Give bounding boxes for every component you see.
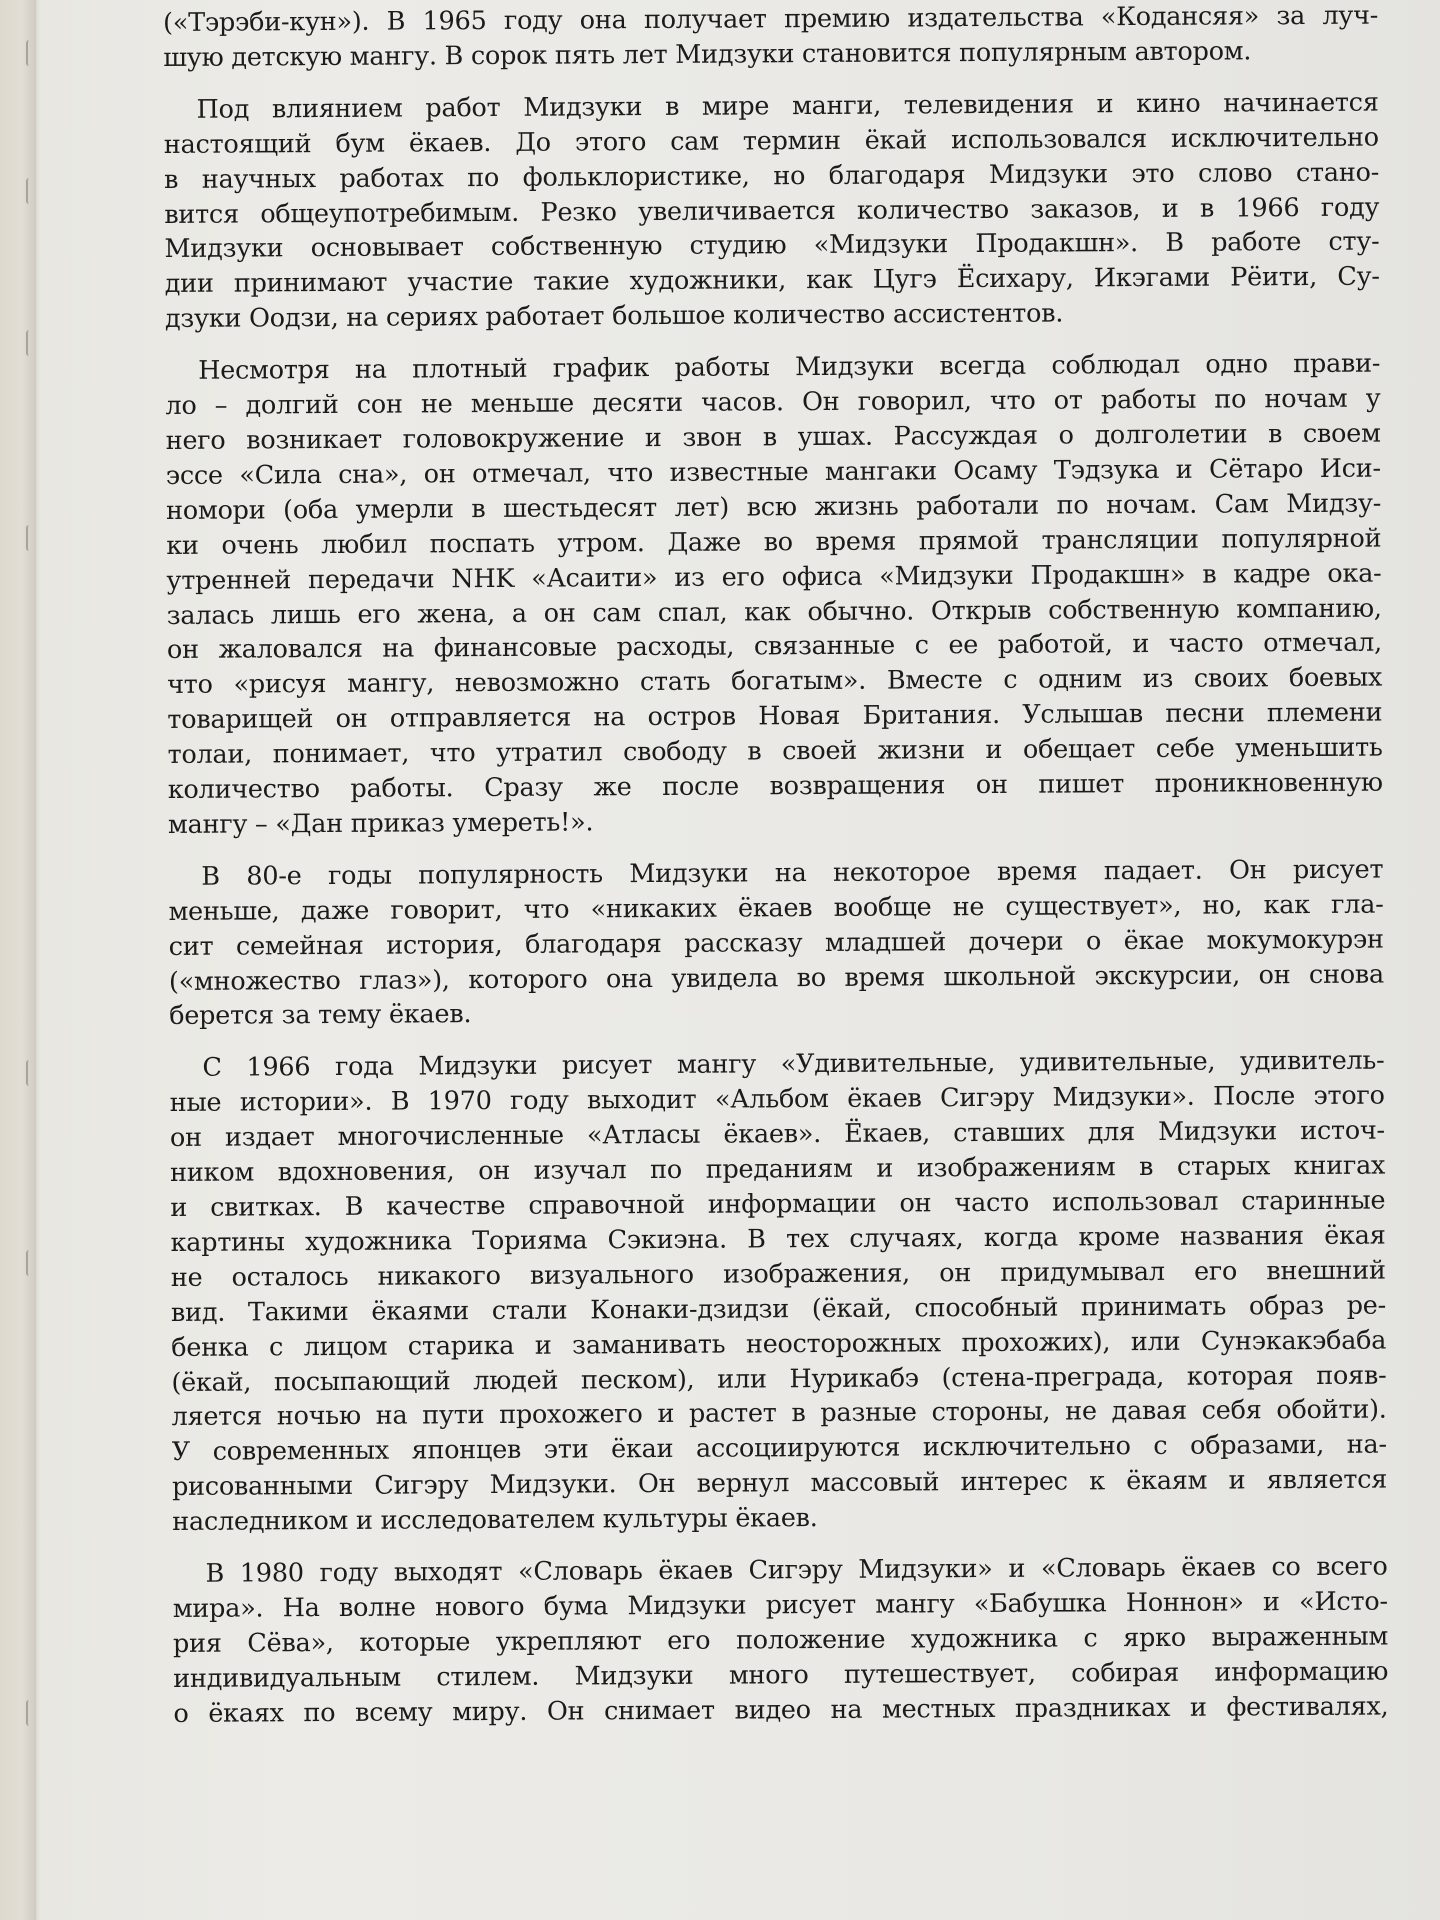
text-line: в научных работах по фольклористике, но благодаря Мидзуки это слово стано-: [163, 157, 1380, 195]
text-line: толаи, понимает, что утратил свободу в своей жизни и обещает себе уменьшить: [167, 732, 1383, 771]
text-line: вид. Такими ёкаями стали Конаки-дзидзи (ёкай, способный принимать образ ре-: [170, 1290, 1387, 1328]
text-line: рисованными Сигэру Мидзуки. Он вернул массовый интерес к ёкаям и является: [171, 1464, 1388, 1503]
text-line: он издает многочисленные «Атласы ёкаев». Ёкаев, ставших для Мидзуки источ-: [169, 1115, 1385, 1154]
text-line: не осталось никакого визуального изображения, он придумывал его внешний: [170, 1255, 1386, 1293]
text-line: мира». На волне нового бума Мидзуки рисует мангу «Бабушка Ноннон» и «Исто-: [172, 1586, 1388, 1624]
text-line: количество работы. Сразу же после возвращения он пишет проникновенную: [167, 767, 1383, 806]
text-line: номори (оба умерли в шестьдесят лет) всю жизнь работали по ночам. Сам Мидзу-: [165, 488, 1382, 526]
binding-staple-mark: [26, 178, 32, 204]
page-binding-edge: [0, 0, 36, 1920]
book-page-text: [163, 0, 1389, 1749]
binding-staple-mark: [26, 1700, 32, 1726]
paragraph: [164, 85, 1380, 337]
paragraph: [169, 1044, 1387, 1540]
text-line: наследником и исследователем культуры ёкаев.: [172, 1503, 818, 1538]
paragraph: [168, 852, 1384, 1034]
text-line: шую детскую мангу. В сорок пять лет Мидзуки становится популярным автором.: [163, 36, 1252, 73]
text-line: сит семейная история, благодаря рассказу младшей дочери о ёкае мокумокурэн: [168, 924, 1384, 962]
text-line: и свитках. В качестве справочной информации он часто использовал старинные: [170, 1185, 1386, 1223]
text-line: С 1966 года Мидзуки рисует мангу «Удивительные, удивительные, удивитель-: [202, 1045, 1385, 1084]
text-line: Мидзуки основывает собственную студию «Мидзуки Продакшн». В работе сту-: [164, 227, 1380, 265]
text-line: («множество глаз»), которого она увидела во время школьной экскурсии, он снова: [168, 959, 1385, 997]
text-line: вится общеупотребимым. Резко увеличивается количество заказов, и в 1966 году: [164, 192, 1380, 230]
text-line: ником вдохновения, он изучал по преданиям и изображениям в старых книгах: [170, 1150, 1386, 1189]
text-line: настоящий бум ёкаев. До этого сам термин ёкай использовался исключительно: [163, 122, 1379, 160]
text-line: он жаловался на финансовые расходы, связанные с ее работой, и часто отмечал,: [166, 627, 1383, 666]
text-line: ляется ночью на пути прохожего и растет в разные стороны, не давая себя обойти).: [171, 1394, 1387, 1433]
text-line: о ёкаях по всему миру. Он снимает видео на местных праздниках и фестивалях,: [173, 1691, 1389, 1729]
text-line: рия Сёва», которые укрепляют его положение художника с ярко выраженным: [172, 1621, 1389, 1659]
text-line: ло – долгий сон не меньше десяти часов. Он говорил, что от работы по ночам у: [165, 383, 1381, 422]
paragraph: [172, 1550, 1388, 1732]
paragraph: [165, 347, 1383, 843]
text-line: эссе «Сила сна», он отмечал, что известные мангаки Осаму Тэдзука и Сётаро Иси-: [165, 453, 1381, 491]
binding-staple-mark: [26, 1060, 32, 1086]
text-line: («Тэрэби-кун»). В 1965 году она получает премию издательства «Кодансяя» за луч-: [163, 0, 1379, 38]
binding-staple-mark: [26, 330, 32, 356]
text-line: товарищей он отправляется на остров Новая Британия. Услышав песни племени: [167, 697, 1383, 736]
text-line: индивидуальным стилем. Мидзуки много путешествует, собирая информацию: [173, 1656, 1389, 1694]
text-line: (ёкай, посыпающий людей песком), или Нурикабэ (стена-преграда, которая появ-: [171, 1360, 1387, 1398]
text-line: дзуки Оодзи, на сериях работает большое количество ассистентов.: [164, 298, 1064, 335]
paragraph: [163, 0, 1378, 76]
text-line: ные истории». В 1970 году выходит «Альбом ёкаев Сигэру Мидзуки». После этого: [169, 1080, 1385, 1119]
text-line: картины художника Торияма Сэкиэна. В тех случаях, когда кроме названия ёкая: [170, 1220, 1386, 1258]
binding-staple-mark: [26, 525, 32, 551]
text-line: него возникает головокружение и звон в ушах. Рассуждая о долголетии в своем: [165, 418, 1381, 456]
binding-staple-mark: [26, 1250, 32, 1276]
text-line: мангу – «Дан приказ умереть!».: [167, 807, 594, 840]
text-line: Несмотря на плотный график работы Мидзуки всегда соблюдал одно прави-: [198, 348, 1381, 386]
text-line: меньше, даже говорит, что «никаких ёкаев вообще не существует», но, как гла-: [168, 889, 1384, 927]
text-line: берется за тему ёкаев.: [169, 999, 472, 1032]
text-line: бенка с лицом старика и заманивать неосторожных прохожих), или Сунэкакэбаба: [171, 1325, 1387, 1363]
text-line: У современных японцев эти ёкаи ассоциируются исключительно с образами, на-: [171, 1429, 1387, 1468]
text-line: утренней передачи NHK «Асаити» из его офиса «Мидзуки Продакшн» в кадре ока-: [166, 558, 1382, 596]
text-line: В 1980 году выходят «Словарь ёкаев Сигэру Мидзуки» и «Словарь ёкаев со всего: [205, 1551, 1388, 1589]
text-line: дии принимают участие такие художники, как Цугэ Ёсихару, Икэгами Рёити, Су-: [164, 261, 1380, 300]
text-line: ки очень любил поспать утром. Даже во время прямой трансляции популярной: [166, 523, 1382, 561]
text-line: залась лишь его жена, а он сам спал, как обычно. Открыв собственную компанию,: [166, 593, 1382, 631]
text-line: Под влиянием работ Мидзуки в мире манги, телевидения и кино начинается: [196, 87, 1379, 125]
binding-staple-mark: [26, 40, 32, 66]
text-line: что «рисуя мангу, невозможно стать богатым». Вместе с одним из своих боевых: [167, 662, 1383, 701]
text-line: В 80-е годы популярность Мидзуки на некоторое время падает. Он рисует: [201, 854, 1384, 892]
